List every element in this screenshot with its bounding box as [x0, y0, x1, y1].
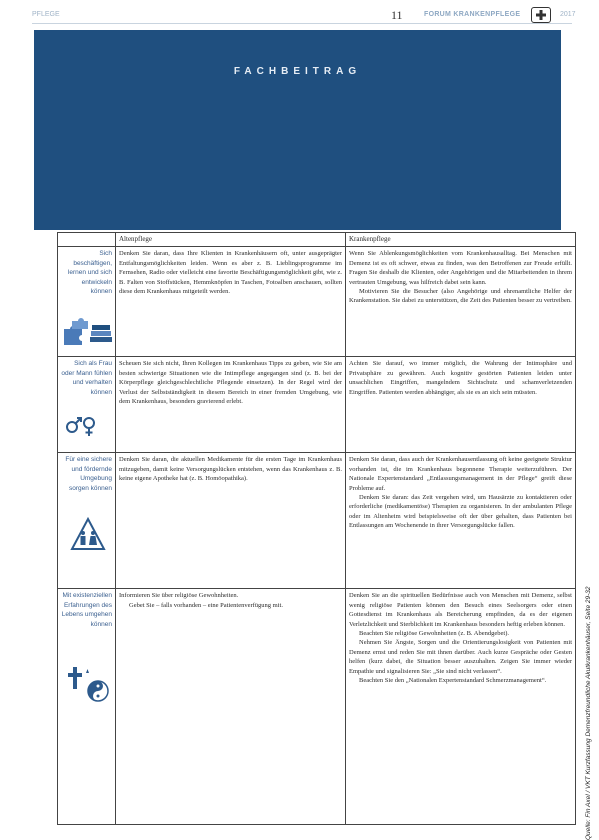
- source-caption: Quelle: Fin Axel / VKT Kurzfassung Demenzfreundliche Akutkrankenhäuser, Seite 29-32: [585, 586, 592, 840]
- page-header: [0, 0, 599, 26]
- krankenpflege-cell: [346, 247, 576, 357]
- header-left-text: PFLEGE: [32, 11, 60, 18]
- row-label-cell: [58, 589, 116, 825]
- care-table: [57, 232, 576, 825]
- krankenpflege-text: Denken Sie an die spirituellen Bedürfnisse auch von Menschen mit Demenz, selbst wenig religiöse Patienten können den Besuch eines Seelsorgers oder einen Gottesdienst im Krankenhaus als Bereicherung empfinden, da es der eigenen Verletzlichkeit und Sterblichkeit im Krankenhaus besonders heftig erleben können.: [349, 592, 572, 628]
- table-row: [58, 247, 576, 357]
- religion-symbols-icon: [66, 665, 110, 705]
- header-right-text: 2017: [560, 11, 576, 18]
- journal-logo-icon: [531, 7, 551, 23]
- krankenpflege-text: Wenn Sie Ablenkungsmöglichkeiten vom Krankenhausalltag. Bei Menschen mit Demenz ist es oft schwer, etwas zu finden, was den Betroffenen zur Freude erfüllt. Fragen Sie deshalb die Klienten, oder Angehörigen und die Mitarbeitenden in ihrem vertrauten Umgebung, was hilfreich dabei sein kann.: [349, 250, 572, 286]
- krankenpflege-text: Beachten Sie den „Nationalen Expertenstandard Schmerzmanagement“.: [359, 677, 547, 685]
- altenpflege-text: Informieren Sie über religiöse Gewohnheiten.: [119, 592, 239, 600]
- gender-symbols-icon: [64, 415, 98, 437]
- row-label: Sich als Frau oder Mann fühlen und verhalten können: [61, 360, 112, 396]
- krankenpflege-text: Achten Sie darauf, wo immer möglich, die Wahrung der Intimsphäre und Privatsphäre zu gewähren. Auch kognitiv gestörten Patienten leiden unter unsachlichen Eingriffen, mangelndem Sichtschutz und schamverletzenden Eingriffen. Patienten werden abhängiger, als sie es an sich sein müssten.: [349, 360, 572, 396]
- krankenpflege-text: Motivieren Sie die Besucher (also Angehörige und ehrenamtliche Helfer der Krankenstation. Sie dabei zu unterstützen, die Zeit des Patienten besser zu vertreiben.: [349, 288, 572, 305]
- row-label-cell: [58, 357, 116, 453]
- krankenpflege-text: Beachten Sie religiöse Gewohnheiten (z. B. Abendgebet).: [359, 630, 509, 638]
- krankenpflege-cell: [346, 589, 576, 825]
- table-header-row: [58, 233, 576, 247]
- row-label: Mit existenziellen Erfahrungen des Lebens umgehen können: [61, 592, 112, 628]
- table-header-empty: [58, 233, 116, 247]
- krankenpflege-text: Denken Sie daran, dass auch der Krankenhausentlassung oft keine geeignete Struktur vorhanden ist, die im Krankenhaus begonnene Therapie weiterzuführen. Der Nationale Expertenstandard „Entlassungsmanagement in der Pflege“ greift diese Probleme auf.: [349, 456, 572, 492]
- altenpflege-cell: [116, 357, 346, 453]
- header-divider: [32, 23, 572, 24]
- altenpflege-cell: [116, 453, 346, 589]
- table-row: [58, 357, 576, 453]
- altenpflege-cell: [116, 247, 346, 357]
- krankenpflege-cell: [346, 453, 576, 589]
- section-title: FACHBEITRAG: [233, 66, 362, 77]
- journal-brand: FORUM KRANKENPFLEGE: [424, 11, 521, 18]
- altenpflege-text: Denken Sie daran, die aktuellen Medikamente für die ersten Tage im Krankenhaus mitzugeben, damit keine Versorgungslücken entstehen, wenn das Krankenhaus z. B. keine eigene Apotheke hat (z. B. Homöopathika).: [119, 456, 342, 483]
- section-banner: [34, 30, 561, 230]
- row-label-cell: [58, 247, 116, 357]
- table-row: [58, 453, 576, 589]
- page-number: 11: [391, 8, 403, 22]
- warning-people-icon: [70, 517, 106, 551]
- table-header-krankenpflege: Krankenpflege: [346, 233, 576, 247]
- table-row: [58, 589, 576, 825]
- row-label: Sich beschäftigen, lernen und sich entwickeln können: [67, 250, 112, 296]
- row-label-cell: [58, 453, 116, 589]
- krankenpflege-cell: [346, 357, 576, 453]
- row-label: Für eine sichere und fördernde Umgebung sorgen können: [65, 456, 112, 492]
- puzzle-books-icon: [62, 315, 114, 345]
- krankenpflege-text: Nehmen Sie Ängste, Sorgen und die Orientierungslosigkeit von Patienten mit Demenz ernst und reden Sie mit ihnen darüber. Auch kurze Gespräche oder Gesten helfen (kurz dabei, die Situation besser auszuhalten. Zeigen Sie immer wieder Empathie und signalisieren Sie: „Sie sind nicht verlassen“.: [349, 639, 572, 675]
- altenpflege-cell: [116, 589, 346, 825]
- table-header-altenpflege: Altenpflege: [116, 233, 346, 247]
- source-caption-container: [575, 560, 592, 840]
- altenpflege-text: Gebet Sie – falls vorhanden – eine Patientenverfügung mit.: [129, 601, 283, 609]
- krankenpflege-text: Denken Sie daran: das Zeit vergehen wird, um Hausärzte zu kontaktieren oder erforderliche (medikamentöse) Therapien zu organisieren. In der ambulanten Pflege oder im Altenheim wird beispielsweise oft der über gehalten, dass Patienten bei Entlassungen am Wochenende in ihrer Versorgungslücke fallen.: [349, 494, 572, 530]
- altenpflege-text: Scheuen Sie sich nicht, Ihren Kollegen im Krankenhaus Tipps zu geben, wie Sie am besten schwierige Situationen wie die Intimpflege angegangen sind (z. B. bei der Körperpflege gleichgeschlechtliche Pflegende einsetzen). In der Regel wird der Verlust der Selbstständigkeit in diesem Bereich in einer fremden Umgebung, wie dem Krankenhaus, besonders gravierend erlebt.: [119, 360, 342, 406]
- altenpflege-text: Denken Sie daran, dass Ihre Klienten in Krankenhäusern oft, unter ausgeprägter Entfaltungsmöglichkeiten leiden. Wenn es aber z. B. Lieblingsprogramme im Fernsehen, Radio oder vielleicht eine favorite Beschäftigungsmöglichkeit gibt, wie z. B. Falten von Stoffstücken, Hemmknöpfen in Taschen, Fotoalben anschauen, sollten diese dem Krankenhaus mitgeteilt werden.: [119, 250, 342, 296]
